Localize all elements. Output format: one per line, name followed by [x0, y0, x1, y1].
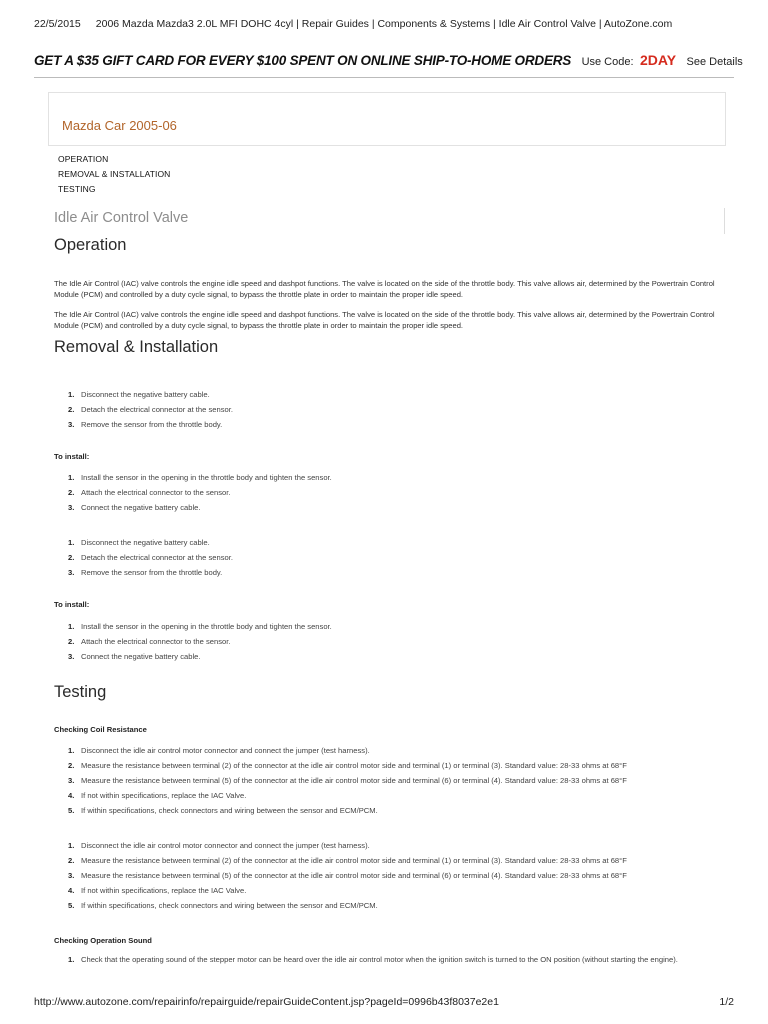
- list-item: 2. Detach the electrical connector at the sensor.: [68, 405, 233, 414]
- print-header: [34, 18, 734, 32]
- removal-steps-list: [54, 535, 734, 580]
- testing-heading: Testing: [54, 683, 107, 701]
- page-number: 1/2: [719, 996, 734, 1008]
- list-item: 3. Connect the negative battery cable.: [68, 652, 201, 661]
- list-item: 2. Measure the resistance between terminal (2) of the connector at the idle air control motor side and terminal (1) or terminal (3). Standard value: 28-33 ohms at 68°F: [68, 761, 627, 770]
- list-item: 1. Check that the operating sound of the stepper motor can be heard over the idle air control motor when the ignition switch is turned to the ON position (without starting the engine).: [68, 955, 678, 964]
- operation-heading: Operation: [54, 236, 127, 254]
- coil-steps-list: [54, 838, 734, 913]
- table-of-contents: [58, 152, 170, 197]
- promo-banner[interactable]: [34, 52, 743, 78]
- list-item: 3. Connect the negative battery cable.: [68, 503, 201, 512]
- list-item: 4. If not within specifications, replace the IAC Valve.: [68, 791, 247, 800]
- list-item: 2. Measure the resistance between terminal (2) of the connector at the idle air control motor side and terminal (1) or terminal (3). Standard value: 28-33 ohms at 68°F: [68, 856, 627, 865]
- list-item: 5. If within specifications, check connectors and wiring between the sensor and ECM/PCM.: [68, 901, 378, 910]
- list-item: 3. Remove the sensor from the throttle body.: [68, 568, 223, 577]
- install-steps-list: [54, 619, 734, 664]
- list-item: 1. Disconnect the idle air control motor connector and connect the jumper (test harness).: [68, 841, 370, 850]
- list-item: 5. If within specifications, check connectors and wiring between the sensor and ECM/PCM.: [68, 806, 378, 815]
- list-item: 3. Measure the resistance between terminal (5) of the connector at the idle air control motor side and terminal (6) or terminal (4). Standard value: 28-33 ohms at 68°F: [68, 776, 627, 785]
- list-item: 3. Remove the sensor from the throttle body.: [68, 420, 223, 429]
- vehicle-box: [48, 92, 726, 146]
- to-install-label: To install:: [54, 452, 90, 461]
- list-item: 1. Install the sensor in the opening in the throttle body and tighten the sensor.: [68, 622, 332, 631]
- operation-paragraph: The Idle Air Control (IAC) valve controls the engine idle speed and dashpot functions. The valve is located on the side of the throttle body. This valve allows air, determined by the Powertrain Control Module (PCM) and controlled by a duty cycle signal, to bypass the throttle plate in order to maintain the proper idle speed.: [54, 310, 715, 330]
- section-title: Idle Air Control Valve: [54, 210, 189, 226]
- coil-resistance-label: Checking Coil Resistance: [54, 725, 147, 734]
- toc-link-removal-installation[interactable]: REMOVAL & INSTALLATION: [58, 169, 171, 179]
- see-details-link[interactable]: See Details: [686, 56, 743, 68]
- vehicle-title: Mazda Car 2005-06: [62, 118, 177, 133]
- print-date: 22/5/2015: [34, 18, 81, 30]
- list-item: 2. Attach the electrical connector to the sensor.: [68, 637, 231, 646]
- print-footer: [34, 996, 734, 1010]
- operation-paragraph: The Idle Air Control (IAC) valve controls the engine idle speed and dashpot functions. The valve is located on the side of the throttle body. This valve allows air, determined by the Powertrain Control Module (PCM) and controlled by a duty cycle signal, to bypass the throttle plate in order to maintain the proper idle speed.: [54, 279, 715, 299]
- divider: [724, 208, 725, 234]
- print-page-title: 2006 Mazda Mazda3 2.0L MFI DOHC 4cyl | Repair Guides | Components & Systems | Idle Air Control Valve | AutoZone.com: [95, 18, 673, 30]
- list-item: 4. If not within specifications, replace the IAC Valve.: [68, 886, 247, 895]
- promo-code-label: Use Code:: [581, 56, 634, 68]
- coil-steps-list: [54, 743, 734, 818]
- list-item: 2. Attach the electrical connector to the sensor.: [68, 488, 231, 497]
- removal-installation-heading: Removal & Installation: [54, 338, 219, 356]
- list-item: 1. Disconnect the negative battery cable.: [68, 390, 210, 399]
- list-item: 2. Detach the electrical connector at the sensor.: [68, 553, 233, 562]
- promo-code: 2DAY: [640, 52, 677, 68]
- list-item: 1. Install the sensor in the opening in the throttle body and tighten the sensor.: [68, 473, 332, 482]
- install-steps-list: [54, 470, 734, 515]
- toc-link-operation[interactable]: OPERATION: [58, 154, 109, 164]
- to-install-label: To install:: [54, 600, 90, 609]
- removal-steps-list: [54, 387, 734, 432]
- promo-headline: GET A $35 GIFT CARD FOR EVERY $100 SPENT ON ONLINE SHIP-TO-HOME ORDERS: [34, 53, 572, 68]
- list-item: 1. Disconnect the idle air control motor connector and connect the jumper (test harness).: [68, 746, 370, 755]
- list-item: 1. Disconnect the negative battery cable.: [68, 538, 210, 547]
- toc-link-testing[interactable]: TESTING: [58, 184, 96, 194]
- print-url: http://www.autozone.com/repairinfo/repairguide/repairGuideContent.jsp?pageId=0996b43f8037e2e1: [34, 996, 499, 1008]
- sound-steps-list: [54, 952, 734, 967]
- operation-sound-label: Checking Operation Sound: [54, 936, 152, 945]
- list-item: 3. Measure the resistance between terminal (5) of the connector at the idle air control motor side and terminal (6) or terminal (4). Standard value: 28-33 ohms at 68°F: [68, 871, 627, 880]
